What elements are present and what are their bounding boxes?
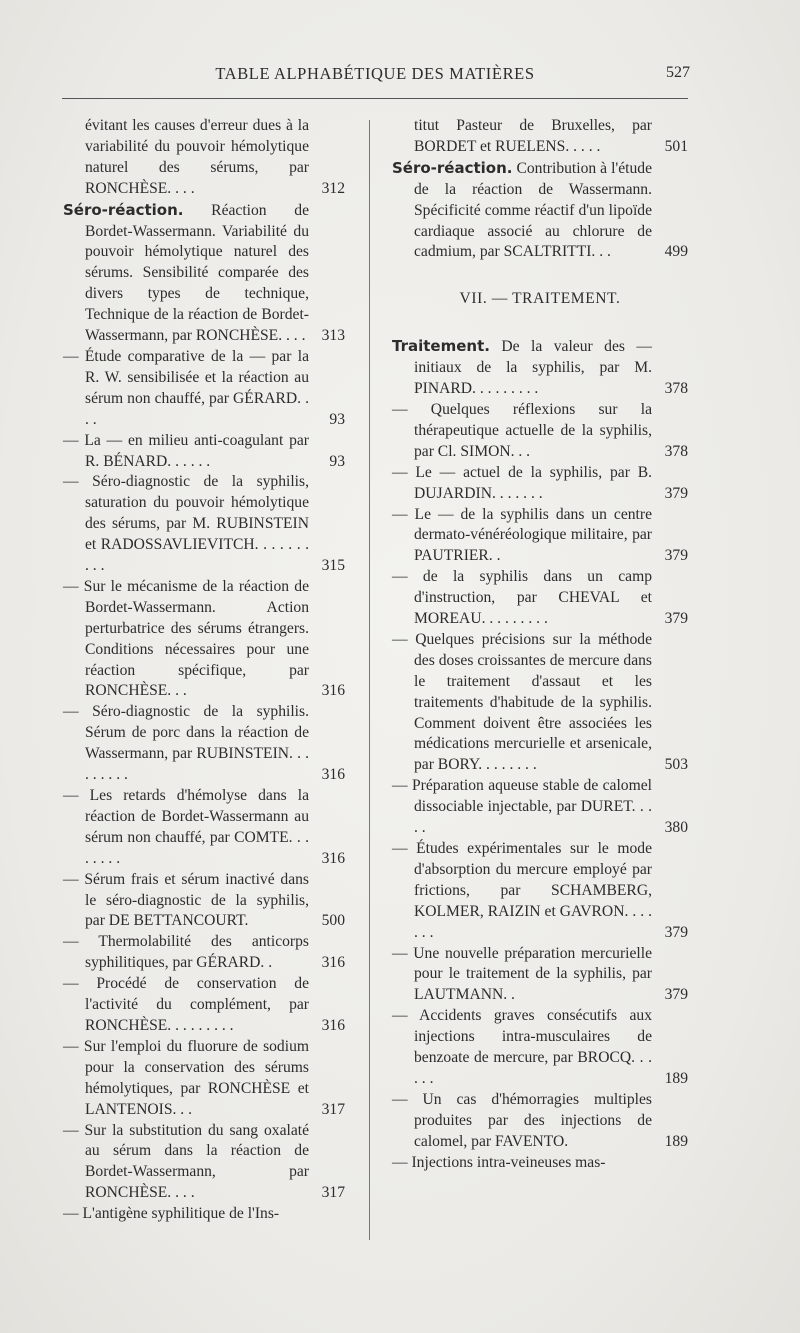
entry-page-number: 499 [664,243,688,261]
entry-page-number: 93 [329,452,345,470]
entry-text: — Le — actuel de la syphilis, par B. DUJARDIN. . . . . . . [392,463,652,502]
index-entry [63,347,345,431]
index-entry [392,463,688,505]
entry-page-number: 317 [321,1184,345,1202]
entry-page-number: 503 [664,756,688,774]
entry-text: — Sur l'emploi du fluorure de sodium pour la conservation des sérums hémolytiques, par RONCHÈSE et LANTENOIS. . . [63,1037,309,1118]
index-entry [392,505,688,568]
entry-text: De la valeur des — initiaux de la syphilis, par M. PINARD. . . . . . . . . [414,338,652,398]
entry-text: — Études expérimentales sur le mode d'absorption du mercure employé par frictions, par SCHAMBERG, KOLMER, RAIZIN et GAVRON. . . . . . . [392,840,652,941]
entry-page-number: 316 [321,682,345,700]
entry-text: — Séro-diagnostic de la syphilis. Sérum de porc dans la réaction de Wassermann, par RUBINSTEIN. . . . . . . . . [63,703,309,784]
page-number: 527 [666,64,690,81]
entry-text: — Préparation aqueuse stable de calomel dissociable injectable, par DURET. . . . . [392,777,652,837]
entry-text: — La — en milieu anti-coagulant par R. BÉNARD. . . . . . [63,431,309,470]
entry-text: — Sur la substitution du sang oxalaté au sérum dans la réaction de Bordet-Wassermann, par RONCHÈSE. . . . [63,1121,309,1202]
entry-page-number: 93 [329,410,345,428]
entry-text: — Les retards d'hémolyse dans la réaction de Bordet-Wassermann au sérum non chauffé, par COMTE. . . . . . . . [63,787,309,867]
running-header [60,62,690,88]
entry-text: — Un cas d'hémorragies multiples produites par des injections de calomel, par FAVENTO. [392,1090,652,1150]
index-entry [63,116,345,200]
entry-heading: Traitement. [392,337,490,356]
entry-text: titut Pasteur de Bruxelles, par BORDET et RUELENS. . . . . [414,117,652,155]
index-entry [63,1037,345,1121]
entry-text: — Accidents graves consécutifs aux injections intra-musculaires de benzoate de mercure, par BROCQ. . . . . . [392,1007,652,1087]
entry-page-number: 378 [664,380,688,398]
entry-page-number: 312 [321,179,345,197]
index-entry [63,870,345,933]
entry-text: — Sur le mécanisme de la réaction de Bordet-Wassermann. Action perturbatrice des sérums étrangers. Conditions nécessaires pour une réaction spécifique, par RONCHÈSE. . . [63,577,309,700]
entry-heading: Séro-réaction. [392,158,513,177]
entry-text: — Sérum frais et sérum inactivé dans le séro-diagnostic de la syphilis, par DE BETTANCOURT. [63,870,309,930]
index-entry [63,786,345,870]
index-entry [392,567,688,630]
entry-page-number: 313 [321,327,345,345]
right-column [392,116,688,1174]
entry-page-number: 379 [664,610,688,628]
index-entry [63,577,345,702]
index-entry [392,336,688,400]
entry-page-number: 315 [321,557,345,575]
index-entry [63,200,345,347]
entry-text: — Séro-diagnostic de la syphilis, saturation du pouvoir hémolytique des sérums, par M. RUBINSTEIN et RADOSSAVLIEVITCH. . . . . . . . . . [63,473,309,575]
entry-page-number: 378 [664,442,688,460]
entry-page-number: 316 [321,766,345,784]
entry-text: — de la syphilis dans un camp d'instruction, par CHEVAL et MOREAU. . . . . . . . . [392,568,652,628]
index-entry [63,702,345,786]
index-entry [392,400,688,463]
entry-text: — Quelques précisions sur la méthode des doses croissantes de mercure dans le traitement d'assaut et les traitements d'habitude de la syphilis. Comment doivent être associées les médications mercurielle et arsenicale, par BORY. . . . . . . . [392,630,652,774]
entry-text: — L'antigène syphilitique de l'Ins- [63,1205,280,1223]
index-entry [392,1153,688,1174]
index-entry [392,630,688,776]
left-column [63,116,345,1225]
column-separator [369,120,370,1240]
index-entry [392,839,688,944]
entry-text: évitant les causes d'erreur dues à la variabilité du pouvoir hémolytique naturel des sérums, par RONCHÈSE. . . . [85,117,309,197]
entry-text: Contribution à l'étude de la réaction de Wassermann. Spécificité comme réactif d'un lipoïde cardiaque associé au chlorure de cadmium, par SCALTRITTI. . . [414,159,652,261]
index-entry [63,932,345,974]
index-entry [392,1006,688,1090]
entry-page-number: 189 [664,1132,688,1150]
index-entry [63,431,345,473]
entry-page-number: 379 [664,484,688,502]
entry-text: — Injections intra-veineuses mas- [392,1153,606,1171]
entry-page-number: 189 [664,1069,688,1087]
entry-text: — Thermolabilité des anticorps syphilitiques, par GÉRARD. . [63,933,309,972]
index-entry [392,116,688,158]
index-entry [63,974,345,1037]
header-rule [62,98,688,99]
entry-page-number: 379 [664,923,688,941]
entry-text: — Quelques réflexions sur la thérapeutique actuelle de la syphilis, par Cl. SIMON. . . [392,400,652,460]
index-entry [392,158,688,264]
header-title: TABLE ALPHABÉTIQUE DES MATIÈRES [215,64,535,83]
entry-page-number: 316 [321,849,345,867]
entry-text: — Une nouvelle préparation mercurielle pour le traitement de la syphilis, par LAUTMANN. . [392,944,652,1004]
section-title: VII. — TRAITEMENT. [459,290,621,308]
entry-page-number: 500 [321,912,345,930]
index-entry [392,1090,688,1153]
index-entry [63,1204,345,1225]
index-entry [392,944,688,1007]
entry-page-number: 317 [321,1100,345,1118]
entry-page-number: 501 [664,137,688,155]
entry-page-number: 379 [664,986,688,1004]
entry-page-number: 316 [321,1016,345,1034]
entry-text: — Procédé de conservation de l'activité du complément, par RONCHÈSE. . . . . . . . . [63,975,309,1034]
entry-text: Réaction de Bordet-Wassermann. Variabilité du pouvoir hémolytique naturel des sérums. Sensibilité comparée des divers types de technique, Technique de la réaction de Bordet-Wassermann, par RONCHÈSE. . . . [85,201,309,345]
index-entry [63,1121,345,1205]
entry-text: — Étude comparative de la — par la R. W. sensibilisée et la réaction au sérum non chauffé, par GÉRARD. . . . [63,347,309,428]
entry-page-number: 316 [321,954,345,972]
entry-page-number: 380 [664,819,688,837]
index-entry [392,776,688,839]
index-entry [63,472,345,577]
entry-text: — Le — de la syphilis dans un centre dermato-vénéréologique militaire, par PAUTRIER. . [392,505,652,565]
entry-page-number: 379 [664,547,688,565]
entry-heading: Séro-réaction. [63,200,184,219]
